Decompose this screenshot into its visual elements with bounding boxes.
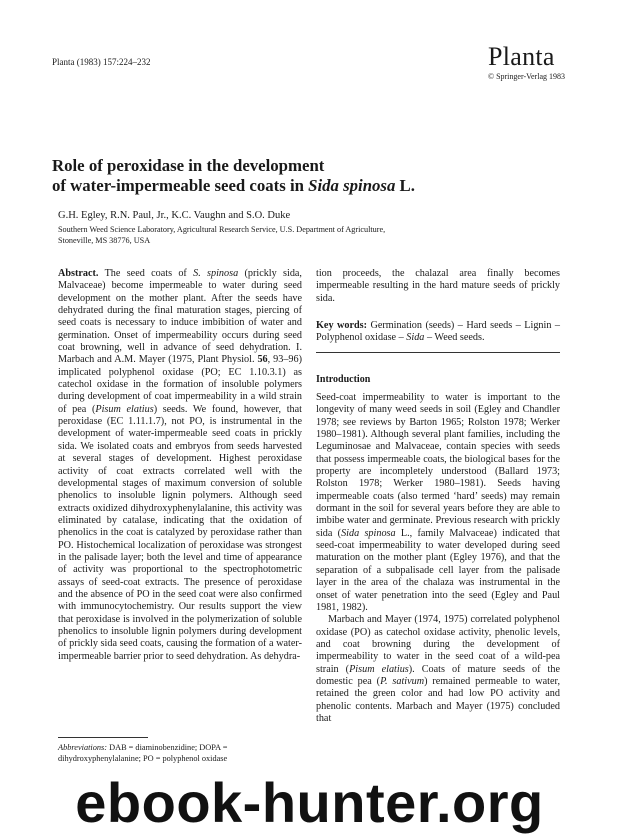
journal-name: Planta (487, 42, 555, 71)
affiliation: Southern Weed Science Laboratory, Agricultural Research Service, U.S. Department of Agriculture, Stoneville, MS 38776, USA (58, 225, 386, 245)
introduction-body: Seed-coat impermeability to water is important to the longevity of many weed seeds in soil (Egley and Chandler 1978; see reviews by Barton 1965; Rolston 1978; Werker 1980–1981). Although several plant families, including the Leguminosae and Malvaceae, contain species with seeds that possess impermeable coats, the biological bases for the property are incompletely understood (Ballard 1973; Rolston 1978; Werker 1980–1981). Seeds having impermeable coats (also termed ‘hard’ seeds) may remain dormant in the soil for several years before they are able to imbibe water and germinate. Previous research with prickly sida (Sida spinosa L., family Malvaceae) indicated that seed-coat impermeability to water developed during seed maturation on the mother plant (Egley 1976), and that the separation of a subpalisade cell layer from the palisade layer in the area of the chalaza was instrumental in the onset of water penetration into the seed (Egley and Paul 1981, 1982). Marbach and Mayer (1974, 1975) correlated polyphenol oxidase (PO) as catechol oxidase activity, phenolic levels, and coat browning during the development of impermeability to water in the seed coat of a wild-pea strain (Pisum elatius). Coats of mature seeds of the domestic pea (P. sativum) remained permeable to water, retained the green color and had low PO activity and phenolic contents. Marbach and Mayer (1975) concluded that (316, 392, 560, 724)
section-divider (316, 352, 560, 353)
author-list: G.H. Egley, R.N. Paul, Jr., K.C. Vaughn and S.O. Duke (58, 210, 291, 221)
abstract-label: Abstract. (58, 268, 99, 279)
title-species: Sida spinosa (308, 176, 396, 195)
title-line-2: of water-impermeable seed coats in Sida spinosa L. (52, 176, 415, 195)
introduction-heading: Introduction (316, 374, 371, 385)
abstract-continuation: tion proceeds, the chalazal area finally becomes impermeable resulting in the hard mature seeds of prickly sida. (316, 268, 560, 304)
title-line-1: Role of peroxidase in the development (52, 156, 325, 175)
abstract: Abstract. The seed coats of S. spinosa (prickly sida, Malvaceae) become impermeable to water during seed development on the mother plant. After the seeds have dehydrated during the final maturation stages, piercing of seed coats is necessary to induce imbibition of water and germination. Onset of impermeability occurs during seed coat browning, well in advance of seed dehydration. I. Marbach and A.M. Mayer (1975, Plant Physiol. 56, 93–96) implicated polyphenol oxidase (PO; EC 1.10.3.1) as catechol oxidase in the formation of insoluble polymers during development of coat impermeability in a wild strain of pea (Pisum elatius) seeds. We found, however, that peroxidase (EC 1.11.1.7), not PO, is instrumental in the development of water-impermeable seed coats in prickly sida. We isolated coats and embryos from seeds harvested at several stages of development. Highest peroxidase activity of coat extracts correlated well with the developmental stages of maximum conversion of soluble phenolics to insoluble lignin polymers. Although seed extracts oxidized dihydroxyphenylalanine, this activity was eliminated by catalase, indicating that the oxidation of phenolics in the coat is catalyzed by peroxidase rather than PO. Histochemical localization of peroxidase was strongest in the palisade layer; both the level and time of appearance of activity was proportional to the spectrophotometric assays of seed-coat extracts. The presence of peroxidase and the absence of PO in the seed coat were also confirmed with immunocytochemistry. Our results support the view that peroxidase is involved in the polymerization of soluble phenolics to insoluble lignin polymers during development of prickly sida seed coats, causing the formation of a water-impermeable barrier prior to seed dehydration. As dehydra- (58, 268, 302, 662)
paper-title (52, 156, 572, 196)
watermark: ebook-hunter.org (75, 771, 544, 834)
keywords: Key words: Germination (seeds) – Hard seeds – Lignin – Polyphenol oxidase – Sida – Weed seeds. (316, 320, 560, 344)
abbreviations-label: Abbreviations: (58, 743, 108, 752)
abbreviations-footnote: Abbreviations: DAB = diaminobenzidine; DOPA = dihydroxyphenylalanine; PO = polyphenol oxidase (58, 743, 228, 763)
footnote-rule (58, 737, 148, 738)
journal-brand (488, 44, 565, 81)
keywords-label: Key words: (316, 320, 368, 331)
copyright-notice: © Springer-Verlag 1983 (487, 72, 565, 81)
journal-citation: Planta (1983) 157:224–232 (52, 57, 151, 67)
